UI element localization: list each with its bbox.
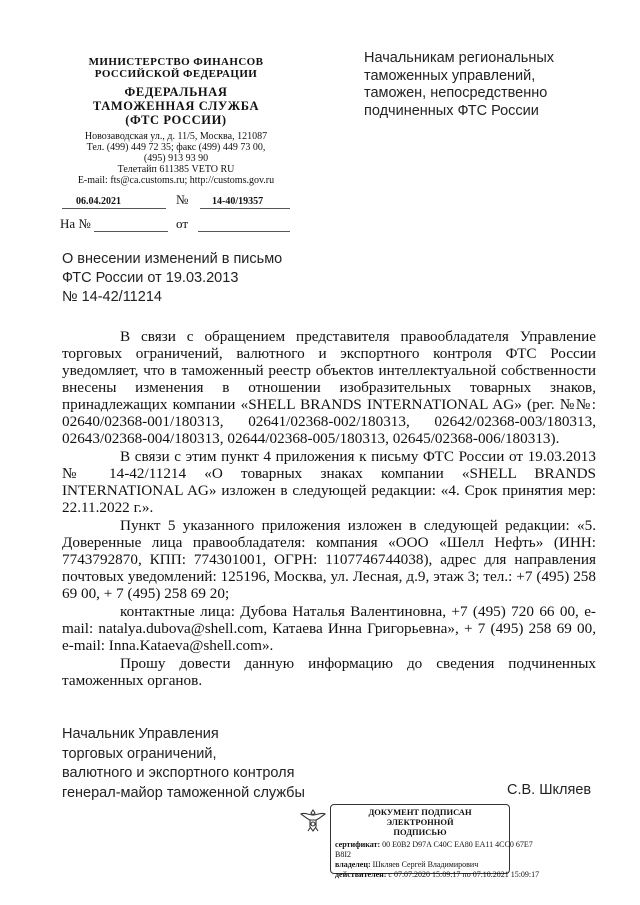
contact-line: Тел. (499) 449 72 35; факс (499) 449 73 00,: [86, 142, 266, 153]
contacts: [54, 131, 298, 186]
stamp-certificate: [335, 840, 533, 850]
from-underline: [198, 231, 290, 232]
addressee: [364, 50, 604, 120]
stamp-cert-label: сертификат:: [335, 840, 381, 849]
eagle-emblem-icon: [298, 806, 328, 836]
body-paragraph: Прошу довести данную информацию до сведения подчиненных таможенных органов.: [62, 655, 596, 689]
signatory-title-line: валютного и экспортного контроля: [62, 765, 295, 781]
letter-body: [62, 328, 596, 689]
service-name: [60, 85, 292, 127]
stamp-owner-label: владелец:: [335, 860, 371, 869]
contact-line: E-mail: fts@ca.customs.ru; http://customs.gov.ru: [77, 175, 275, 186]
signatory-title: [62, 725, 342, 803]
signer-name: С.В. Шкляев: [507, 782, 592, 798]
service-line: (ФТС РОССИИ): [125, 113, 227, 127]
body-paragraph: В связи с этим пункт 4 приложения к письму ФТС России от 19.03.2013 № 14-42/11214 «О товарных знаках компании «SHELL BRANDS INTERNATIONAL AG» изложен в следующей редакции: «4. Срок принятия мер: 22.11.2022 г.».: [62, 448, 596, 516]
stamp-valid-label: действителен:: [335, 870, 387, 879]
service-line: ТАМОЖЕННАЯ СЛУЖБА: [92, 99, 260, 113]
ref-underline: [94, 231, 168, 232]
number-sign: №: [176, 192, 189, 207]
contact-line: (495) 913 93 90: [143, 153, 209, 164]
stamp-header-line: ДОКУМЕНТ ПОДПИСАН ЭЛЕКТРОННОЙ: [368, 807, 472, 827]
stamp-owner-value: Шкляев Сергей Владимирович: [372, 860, 479, 869]
from-label: от: [176, 216, 189, 231]
stamp-valid-value: с 07.07.2020 15:09:17 по 07.10.2021 15:09:17: [388, 870, 540, 879]
subject: [62, 250, 322, 307]
stamp-cert-value: 00 E0B2 D97A C40C EA80 EA11 4CC0 67E7: [382, 840, 533, 849]
ministry-line: МИНИСТЕРСТВО ФИНАНСОВ: [88, 56, 264, 68]
electronic-signature-stamp: [330, 804, 540, 879]
stamp-owner: [335, 860, 505, 870]
stamp-header: [335, 807, 505, 837]
stamp-certificate-cont: B8I2: [335, 850, 351, 859]
contact-line: Телетайп 611385 VETO RU: [117, 164, 235, 175]
signatory-title-line: Начальник Управления: [62, 726, 219, 742]
date-underline: [62, 208, 166, 209]
stamp-validity: [335, 870, 540, 880]
ministry-line: РОССИЙСКОЙ ФЕДЕРАЦИИ: [94, 68, 258, 80]
addressee-line: таможенных управлений,: [364, 67, 536, 84]
ref-label: На №: [60, 216, 91, 231]
body-paragraph: Пункт 5 указанного приложения изложен в следующей редакции: «5. Доверенные лица правообладателя: компания «ООО «Шелл Нефть» (ИНН: 7743792870, КПП: 774301001, ОГРН: 1107746744038), адрес для направления почтовых уведомлений: 125196, Москва, ул. Лесная, д.9, этаж 3; тел.: +7 (495) 258 69 00, + 7 (495) 258 69 20;: [62, 517, 596, 602]
body-paragraph: контактные лица: Дубова Наталья Валентиновна, +7 (495) 720 66 00, e-mail: natalya.dubova@shell.com, Катаева Инна Григорьевна», + 7 (495) 258 69 00, e-mail: Inna.Kataeva@shell.com».: [62, 603, 596, 654]
signatory-title-line: торговых ограничений,: [62, 745, 217, 762]
body-paragraph: В связи с обращением представителя правообладателя Управление торговых ограничений, валютного и экспортного контроля ФТС России уведомляет, что в таможенный реестр объектов интеллектуальной собственности внесены изменения в отношении изобразительных товарных знаков, принадлежащих компании «SHELL BRANDS INTERNATIONAL AG» (рег. №№: 02640/02368-001/180313, 02641/02368-002/180313, 02642/02368-003/180313, 02643/02368-004/180313, 02644/02368-005/180313, 02645/02368-006/180313).: [62, 328, 596, 447]
service-line: ФЕДЕРАЛЬНАЯ: [124, 85, 228, 99]
signatory-title-line: генерал-майор таможенной службы: [62, 784, 305, 801]
ministry-name: [60, 56, 292, 80]
document-date: 06.04.2021: [76, 196, 121, 207]
addressee-line: подчиненных ФТС России: [364, 102, 539, 119]
addressee-line: Начальникам региональных: [364, 50, 555, 66]
number-underline: [200, 208, 290, 209]
addressee-line: таможен, непосредственно: [364, 85, 548, 101]
contact-line: Новозаводская ул., д. 11/5, Москва, 121087: [84, 131, 268, 142]
subject-line: О внесении изменений в письмо: [62, 251, 283, 267]
subject-line: ФТС России от 19.03.2013: [62, 270, 239, 286]
stamp-header-line: ПОДПИСЬЮ: [393, 827, 447, 837]
subject-line: № 14-42/11214: [62, 289, 162, 305]
document-number: 14-40/19357: [212, 196, 264, 207]
